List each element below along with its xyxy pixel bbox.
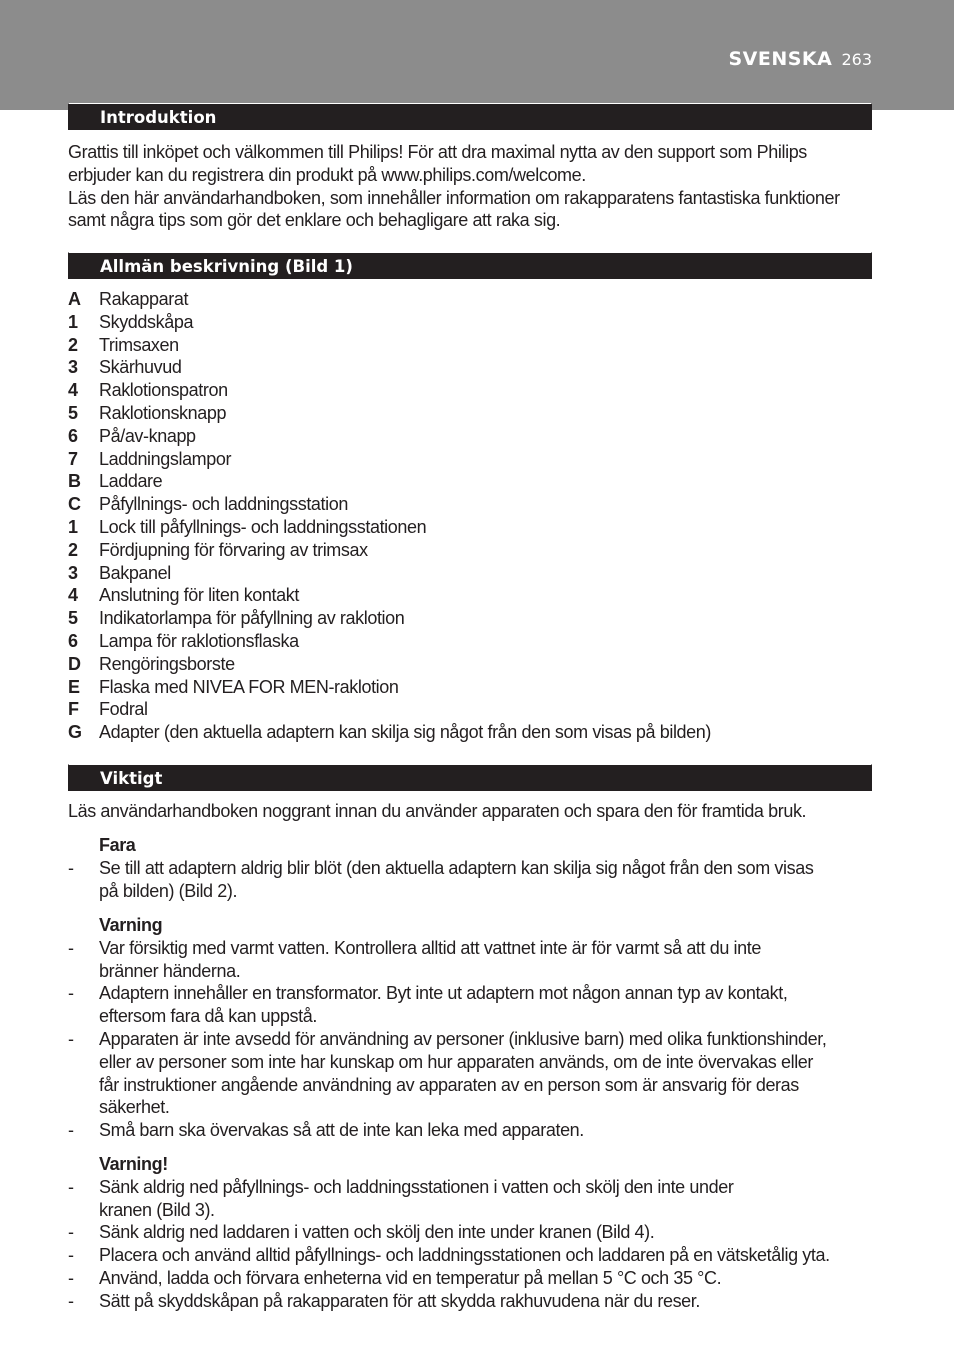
list-item-text: Skärhuvud <box>99 357 182 378</box>
bullet-item <box>68 937 874 983</box>
list-item <box>68 676 874 699</box>
intro-line: Grattis till inköpet och välkommen till Philips! För att dra maximal nytta av den support som Philips <box>68 142 807 162</box>
list-item <box>68 607 874 630</box>
danger-list <box>68 857 874 903</box>
bullet-line: Var försiktig med varmt vatten. Kontrollera alltid att vattnet inte är för varmt så att du inte <box>99 937 761 958</box>
list-item-text: Raklotionsknapp <box>99 402 227 423</box>
section-heading-description-label: Allmän beskrivning (Bild 1) <box>100 257 353 276</box>
list-item <box>68 721 874 744</box>
warning-list <box>68 937 874 1142</box>
language-title: SVENSKA <box>728 48 833 70</box>
bullet-line: kranen (Bild 3). <box>99 1199 215 1220</box>
list-item-key: D <box>68 653 81 674</box>
list-item <box>68 356 874 379</box>
list-item <box>68 516 874 539</box>
list-item-key: C <box>68 494 81 515</box>
list-item-text: Fördjupning för förvaring av trimsax <box>99 539 368 560</box>
list-item-text: Trimsaxen <box>99 334 179 355</box>
intro-line: erbjuder kan du registrera din produkt på www.philips.com/welcome. <box>68 164 586 185</box>
bullet-item <box>68 1119 874 1142</box>
list-item-text: Adapter (den aktuella adaptern kan skilja sig något från den som visas på bilden) <box>99 722 711 743</box>
list-item-text: På/av-knapp <box>99 425 196 446</box>
warning-title: Varning <box>99 915 163 935</box>
list-item-text: Indikatorlampa för påfyllning av raklotion <box>99 608 405 629</box>
list-item-text: Raklotionspatron <box>99 380 228 401</box>
intro-line: samt några tips som gör det enklare och behagligare att raka sig. <box>68 210 561 231</box>
bullet-line: på bilden) (Bild 2). <box>99 880 238 901</box>
bullet-item <box>68 1267 874 1290</box>
bullet-dash: - <box>68 857 74 878</box>
bullet-item <box>68 1221 874 1244</box>
bullet-line: Adaptern innehåller en transformator. Byt inte ut adaptern mot någon annan typ av kontakt, <box>99 983 788 1004</box>
bullet-line: Se till att adaptern aldrig blir blöt (den aktuella adaptern kan skilja sig något från den som visas <box>99 857 814 878</box>
bullet-dash: - <box>68 1267 74 1288</box>
bullet-line: bränner händerna. <box>99 960 241 981</box>
list-item-text: Flaska med NIVEA FOR MEN-raklotion <box>99 676 399 697</box>
list-item <box>68 470 874 493</box>
list-item <box>68 402 874 425</box>
section-heading-important <box>68 764 872 791</box>
caution-title: Varning! <box>99 1154 168 1174</box>
section-heading-intro <box>68 103 872 130</box>
list-item-text: Påfyllnings- och laddningsstation <box>99 494 348 515</box>
section-heading-intro-label: Introduktion <box>100 108 217 127</box>
parts-list <box>68 288 874 744</box>
list-item-text: Lampa för raklotionsflaska <box>99 630 299 651</box>
list-item-text: Anslutning för liten kontakt <box>99 585 299 606</box>
bullet-dash: - <box>68 1222 74 1243</box>
bullet-item <box>68 982 874 1028</box>
list-item-text: Bakpanel <box>99 562 171 583</box>
list-item-key: F <box>68 699 79 720</box>
list-item-key: B <box>68 471 81 492</box>
list-item-text: Laddare <box>99 471 163 492</box>
list-item-key: 6 <box>68 630 78 651</box>
bullet-dash: - <box>68 1245 74 1266</box>
bullet-line: Små barn ska övervakas så att de inte kan leka med apparaten. <box>99 1120 584 1141</box>
bullet-item <box>68 857 874 903</box>
list-item <box>68 562 874 585</box>
bullet-item <box>68 1290 874 1313</box>
list-item <box>68 379 874 402</box>
important-intro-text: Läs användarhandboken noggrant innan du använder apparaten och spara den för framtida bruk. <box>68 801 807 821</box>
list-item <box>68 425 874 448</box>
list-item-key: 3 <box>68 562 78 583</box>
list-item-key: E <box>68 676 80 697</box>
bullet-item <box>68 1028 874 1119</box>
list-item-text: Lock till påfyllnings- och laddningsstationen <box>99 516 427 537</box>
list-item-key: 2 <box>68 539 78 560</box>
list-item <box>68 493 874 516</box>
list-item-key: 1 <box>68 311 78 332</box>
list-item-text: Laddningslampor <box>99 448 232 469</box>
intro-paragraph <box>68 141 874 232</box>
list-item <box>68 334 874 357</box>
list-item-key: G <box>68 722 82 743</box>
list-item <box>68 311 874 334</box>
list-item-key: 3 <box>68 357 78 378</box>
list-item <box>68 584 874 607</box>
danger-block <box>68 834 874 902</box>
bullet-dash: - <box>68 1176 74 1197</box>
bullet-dash: - <box>68 1290 74 1311</box>
bullet-line: Sänk aldrig ned laddaren i vatten och skölj den inte under kranen (Bild 4). <box>99 1222 655 1243</box>
page-number: 263 <box>841 50 872 69</box>
page-header <box>728 48 872 70</box>
bullet-line: Apparaten är inte avsedd för användning av personer (inklusive barn) med olika funktionshinder, <box>99 1028 827 1049</box>
bullet-item <box>68 1176 874 1222</box>
bullet-dash: - <box>68 1120 74 1141</box>
bullet-line: Sänk aldrig ned påfyllnings- och laddningsstationen i vatten och skölj den inte under <box>99 1176 734 1197</box>
list-item-text: Fodral <box>99 699 148 720</box>
bullet-line: Använd, ladda och förvara enheterna vid en temperatur på mellan 5 °C och 35 °C. <box>99 1267 722 1288</box>
bullet-line: eller av personer som inte har kunskap om hur apparaten används, om de inte övervakas eller <box>99 1051 814 1072</box>
bullet-line: eftersom fara då kan uppstå. <box>99 1006 317 1027</box>
bullet-dash: - <box>68 1028 74 1049</box>
list-item-key: 7 <box>68 448 78 469</box>
list-item-key: 6 <box>68 425 78 446</box>
bullet-line: säkerhet. <box>99 1097 170 1118</box>
list-item-key: 4 <box>68 585 78 606</box>
danger-title: Fara <box>99 835 136 855</box>
list-item <box>68 288 874 311</box>
list-item-key: 4 <box>68 380 78 401</box>
list-item-key: 1 <box>68 516 78 537</box>
list-item <box>68 630 874 653</box>
bullet-item <box>68 1244 874 1267</box>
bullet-line: Placera och använd alltid påfyllnings- och laddningsstationen och laddaren på en vätsketålig yta. <box>99 1245 830 1266</box>
bullet-dash: - <box>68 983 74 1004</box>
list-item <box>68 539 874 562</box>
section-heading-important-label: Viktigt <box>100 769 163 788</box>
list-item-text: Rakapparat <box>99 289 189 309</box>
important-intro <box>68 800 874 823</box>
list-item-text: Skyddskåpa <box>99 311 194 332</box>
list-item <box>68 698 874 721</box>
caution-list <box>68 1176 874 1313</box>
list-item-text: Rengöringsborste <box>99 653 235 674</box>
list-item-key: A <box>68 289 81 309</box>
bullet-line: får instruktioner angående användning av apparaten av en person som är ansvarig för deras <box>99 1074 799 1095</box>
list-item-key: 5 <box>68 402 78 423</box>
warning-block <box>68 914 874 1142</box>
bullet-dash: - <box>68 937 74 958</box>
bullet-line: Sätt på skyddskåpan på rakapparaten för att skydda rakhuvudena när du reser. <box>99 1290 700 1311</box>
list-item-key: 5 <box>68 608 78 629</box>
caution-block <box>68 1153 874 1313</box>
intro-line: Läs den här användarhandboken, som innehåller information om rakapparatens fantastiska funktioner <box>68 187 840 208</box>
list-item-key: 2 <box>68 334 78 355</box>
list-item <box>68 653 874 676</box>
list-item <box>68 448 874 471</box>
section-heading-description <box>68 252 872 279</box>
